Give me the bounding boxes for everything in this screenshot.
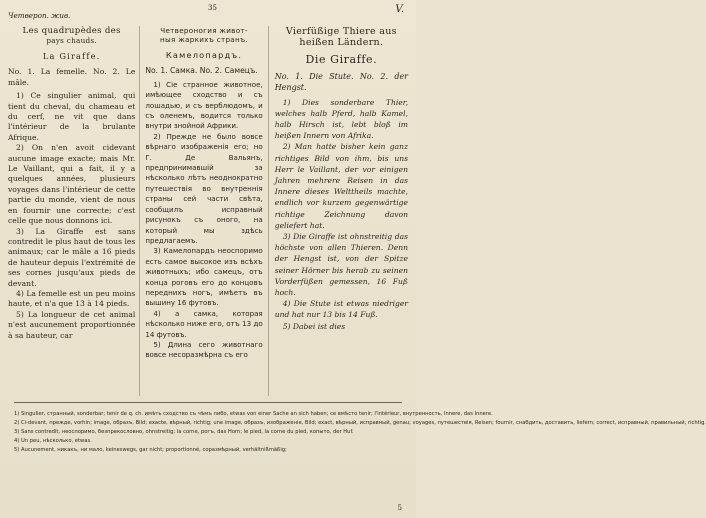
german-subtitle: Die Giraffe. xyxy=(305,53,378,66)
russian-figure-labels: No. 1. Самка. No. 2. Самецъ. xyxy=(145,66,258,76)
german-paragraph-2: 2) Man hatte bisher kein ganz richtiges Bild von ihm, bis uns Herr le Vaillant, der vor einigen Jahren mehrere Reisen in das Innere dieses Welttheils machte, endlich vor kurzem gegenwärtige richtige Zeichnung davon geliefert hat. xyxy=(274,142,408,230)
french-figure-labels: No. 1. La femelle. No. 2. Le mâle. xyxy=(8,67,136,87)
french-paragraph-3: 3) La Giraffe est sans contredit le plus haut de tous les animaux; car le mâle a 16 pieds de hauteur depuis l'extrémité de ses cornes jusqu'aux pieds de devant. xyxy=(8,226,136,288)
top-page-number: 35 xyxy=(208,4,217,12)
french-paragraph-1: 1) Ce singulier animal, qui tient du cheval, du chameau et du cerf, ne vit que dans l'intérieur de la brulante Afrique. xyxy=(8,91,136,142)
column-french xyxy=(8,26,139,396)
german-figure-labels: No. 1. Die Stute. No. 2. der Hengst. xyxy=(274,72,408,93)
footnotes xyxy=(14,410,706,455)
signature-mark: V. xyxy=(395,4,404,15)
footnote-3: 3) Sans contredit, неоспоримо, безпрекословно, ohnstreitig; la corne, рогъ, das Horn; le pied, la corne du pied, копыто, der Huf. xyxy=(14,428,354,435)
russian-paragraph-5: 5) Длина сего животнаго вовсе несоразмѣрна съ его xyxy=(145,339,263,360)
page-header xyxy=(8,4,408,18)
running-head: Четвероп. жив. xyxy=(8,11,71,20)
column-divider xyxy=(268,26,269,396)
russian-subtitle: Камелопардъ. xyxy=(165,50,243,60)
footnote-rule xyxy=(14,402,402,403)
german-paragraph-5: 5) Dabei ist dies xyxy=(282,321,346,331)
russian-paragraph-3: 3) Камелопардъ неоспоримо есть самое высокое изъ всѣхъ животныхъ; ибо самецъ, отъ конца роговъ его до концовъ переднихъ ногъ, имѣетъ въ вышину 16 футовъ. xyxy=(145,246,263,308)
footnote-1: 1) Singulier, странный, sonderbar; tenir de q. ch. имѣть сходство съ чѣмъ либо, etwas von einer Sache an sich haben; се вмѣсто tenir; l'intérieur, внутренность, Innere, das Innere. xyxy=(14,411,493,417)
french-title: Les quadrupèdes des pays chauds. xyxy=(22,26,121,45)
german-paragraph-3: 3) Die Giraffe ist ohnstreitig das höchste von allen Thieren. Denn der Hengst ist, von der Spitze seiner Hörner bis herab zu seinen Vorderfüßen gemessen, 16 Fuß hoch. xyxy=(274,232,408,298)
french-subtitle: La Giraffe. xyxy=(42,51,101,61)
bottom-page-number: 5 xyxy=(397,504,402,512)
three-column-body xyxy=(8,26,408,396)
russian-paragraph-4: 4) а самка, которая нѣсколько ниже его, отъ 13 до 14 футовъ. xyxy=(145,308,263,339)
column-russian xyxy=(140,26,267,396)
french-paragraph-5: 5) La longueur de cet animal n'est aucunement proportionnée à sa hauteur, car xyxy=(8,309,136,340)
footnote-4: 4) Un peu, нѣсколько, etwas. xyxy=(14,437,92,444)
russian-title: Четвероногия живот- ныя жаркихъ странъ. xyxy=(160,26,248,44)
footnote-5: 5) Aucunement, никакъ, ни мало, keineswegs, gar nicht; proportionné, соразмѣрный, verhältnißmäßig; xyxy=(14,446,287,453)
german-title: Vierfüßige Thiere aus heißen Ländern. xyxy=(285,26,397,48)
german-paragraph-4: 4) Die Stute ist etwas niedriger und hat nur 13 bis 14 Fuß. xyxy=(274,299,408,320)
column-divider xyxy=(139,26,140,396)
footnote-2: 2) Ci-devant, прежде, vorhin; image, образъ, Bild; exacte, вѣрный, richtig; une image, образъ, изображеніе, Bild; exact, вѣрный, исправный, genau; voyages, путешествія, Reisen; fournir, снабдить, доставить, liefern; correct, исправный, правильный, richtig. xyxy=(14,419,706,426)
german-paragraph-1: 1) Dies sonderbare Thier, welches halb Pferd, halb Kamel, halb Hirsch ist, lebt bloß im heißen Innern von Afrika. xyxy=(274,97,408,141)
russian-paragraph-2: 2) Прежде не было вовсе вѣрнаго изображенія его; но Г. Де Вальянъ, предпринимавшій за нѣсколько лѣтъ неоднократно путешествія во внутреннія страны сей части свѣта, сообщилъ исправный рисунокъ съ оного, на который мы здѣсь предлагаемъ. xyxy=(145,131,263,245)
french-paragraph-2: 2) On n'en avoit cidevant aucune image exacte; mais Mr. Le Vaillant, qui a fait, il y a quelques années, plusieurs voyages dans l'intérieur de cette partie du monde, vient de nous en fournir une correcte; c'est celle que nous donnons ici. xyxy=(8,143,136,226)
russian-paragraph-1: 1) Сіе странное животное, имѣющее сходство и съ лошадью, и съ верблюдомъ, и съ оленемъ, водится только внутри знойной Африки. xyxy=(145,79,263,131)
french-paragraph-4: 4) La femelle est un peu moins haute, et n'a que 13 à 14 pieds. xyxy=(8,288,136,309)
column-german xyxy=(269,26,408,396)
